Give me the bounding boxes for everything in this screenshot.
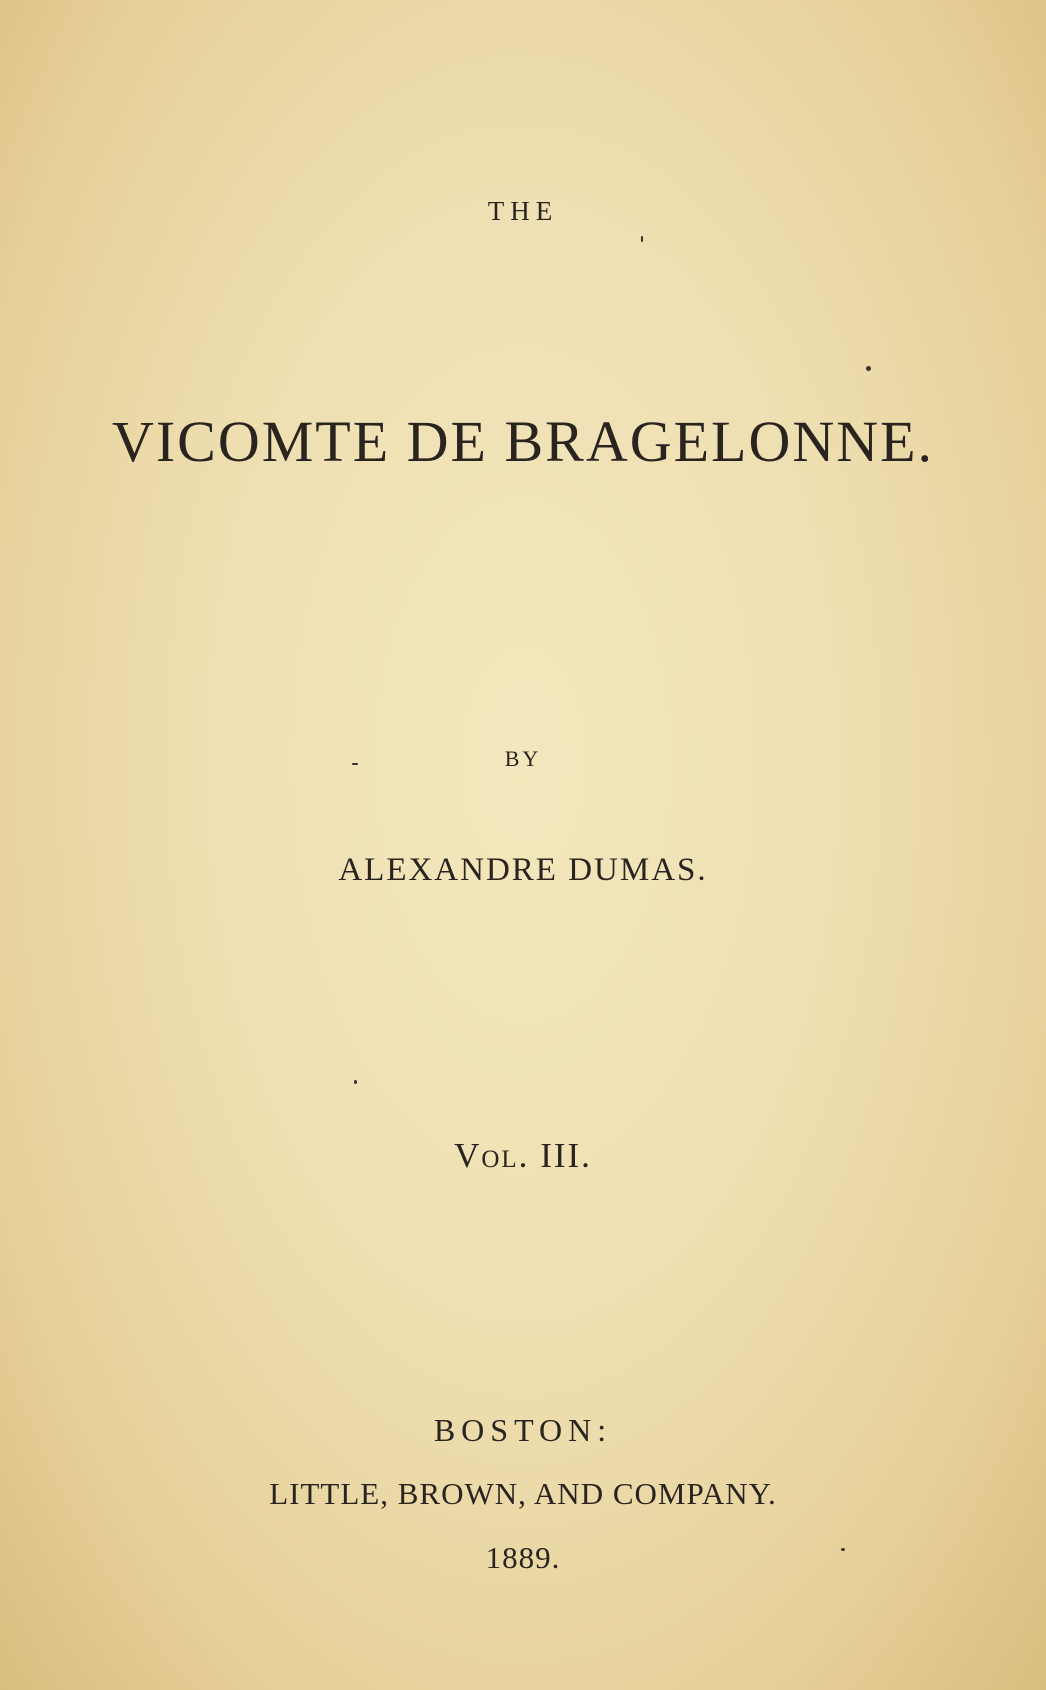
byline-label: BY xyxy=(504,746,542,771)
author-name: ALEXANDRE DUMAS. xyxy=(338,852,708,888)
volume-prefix: Vol. xyxy=(454,1136,530,1175)
paper-speck xyxy=(641,236,643,242)
volume-label xyxy=(0,1136,1046,1176)
volume-number: III. xyxy=(540,1136,592,1175)
paper-speck xyxy=(354,1080,357,1084)
publisher-name: LITTLE, BROWN, AND COMPANY. xyxy=(269,1476,777,1511)
publication-city: BOSTON: xyxy=(433,1412,613,1448)
book-title: VICOMTE DE BRAGELONNE. xyxy=(111,409,935,474)
title-article: THE xyxy=(487,196,559,226)
publication-year: 1889. xyxy=(485,1540,561,1575)
paper-speck xyxy=(866,366,871,371)
paper-speck xyxy=(352,763,358,765)
paper-speck xyxy=(841,1548,845,1551)
